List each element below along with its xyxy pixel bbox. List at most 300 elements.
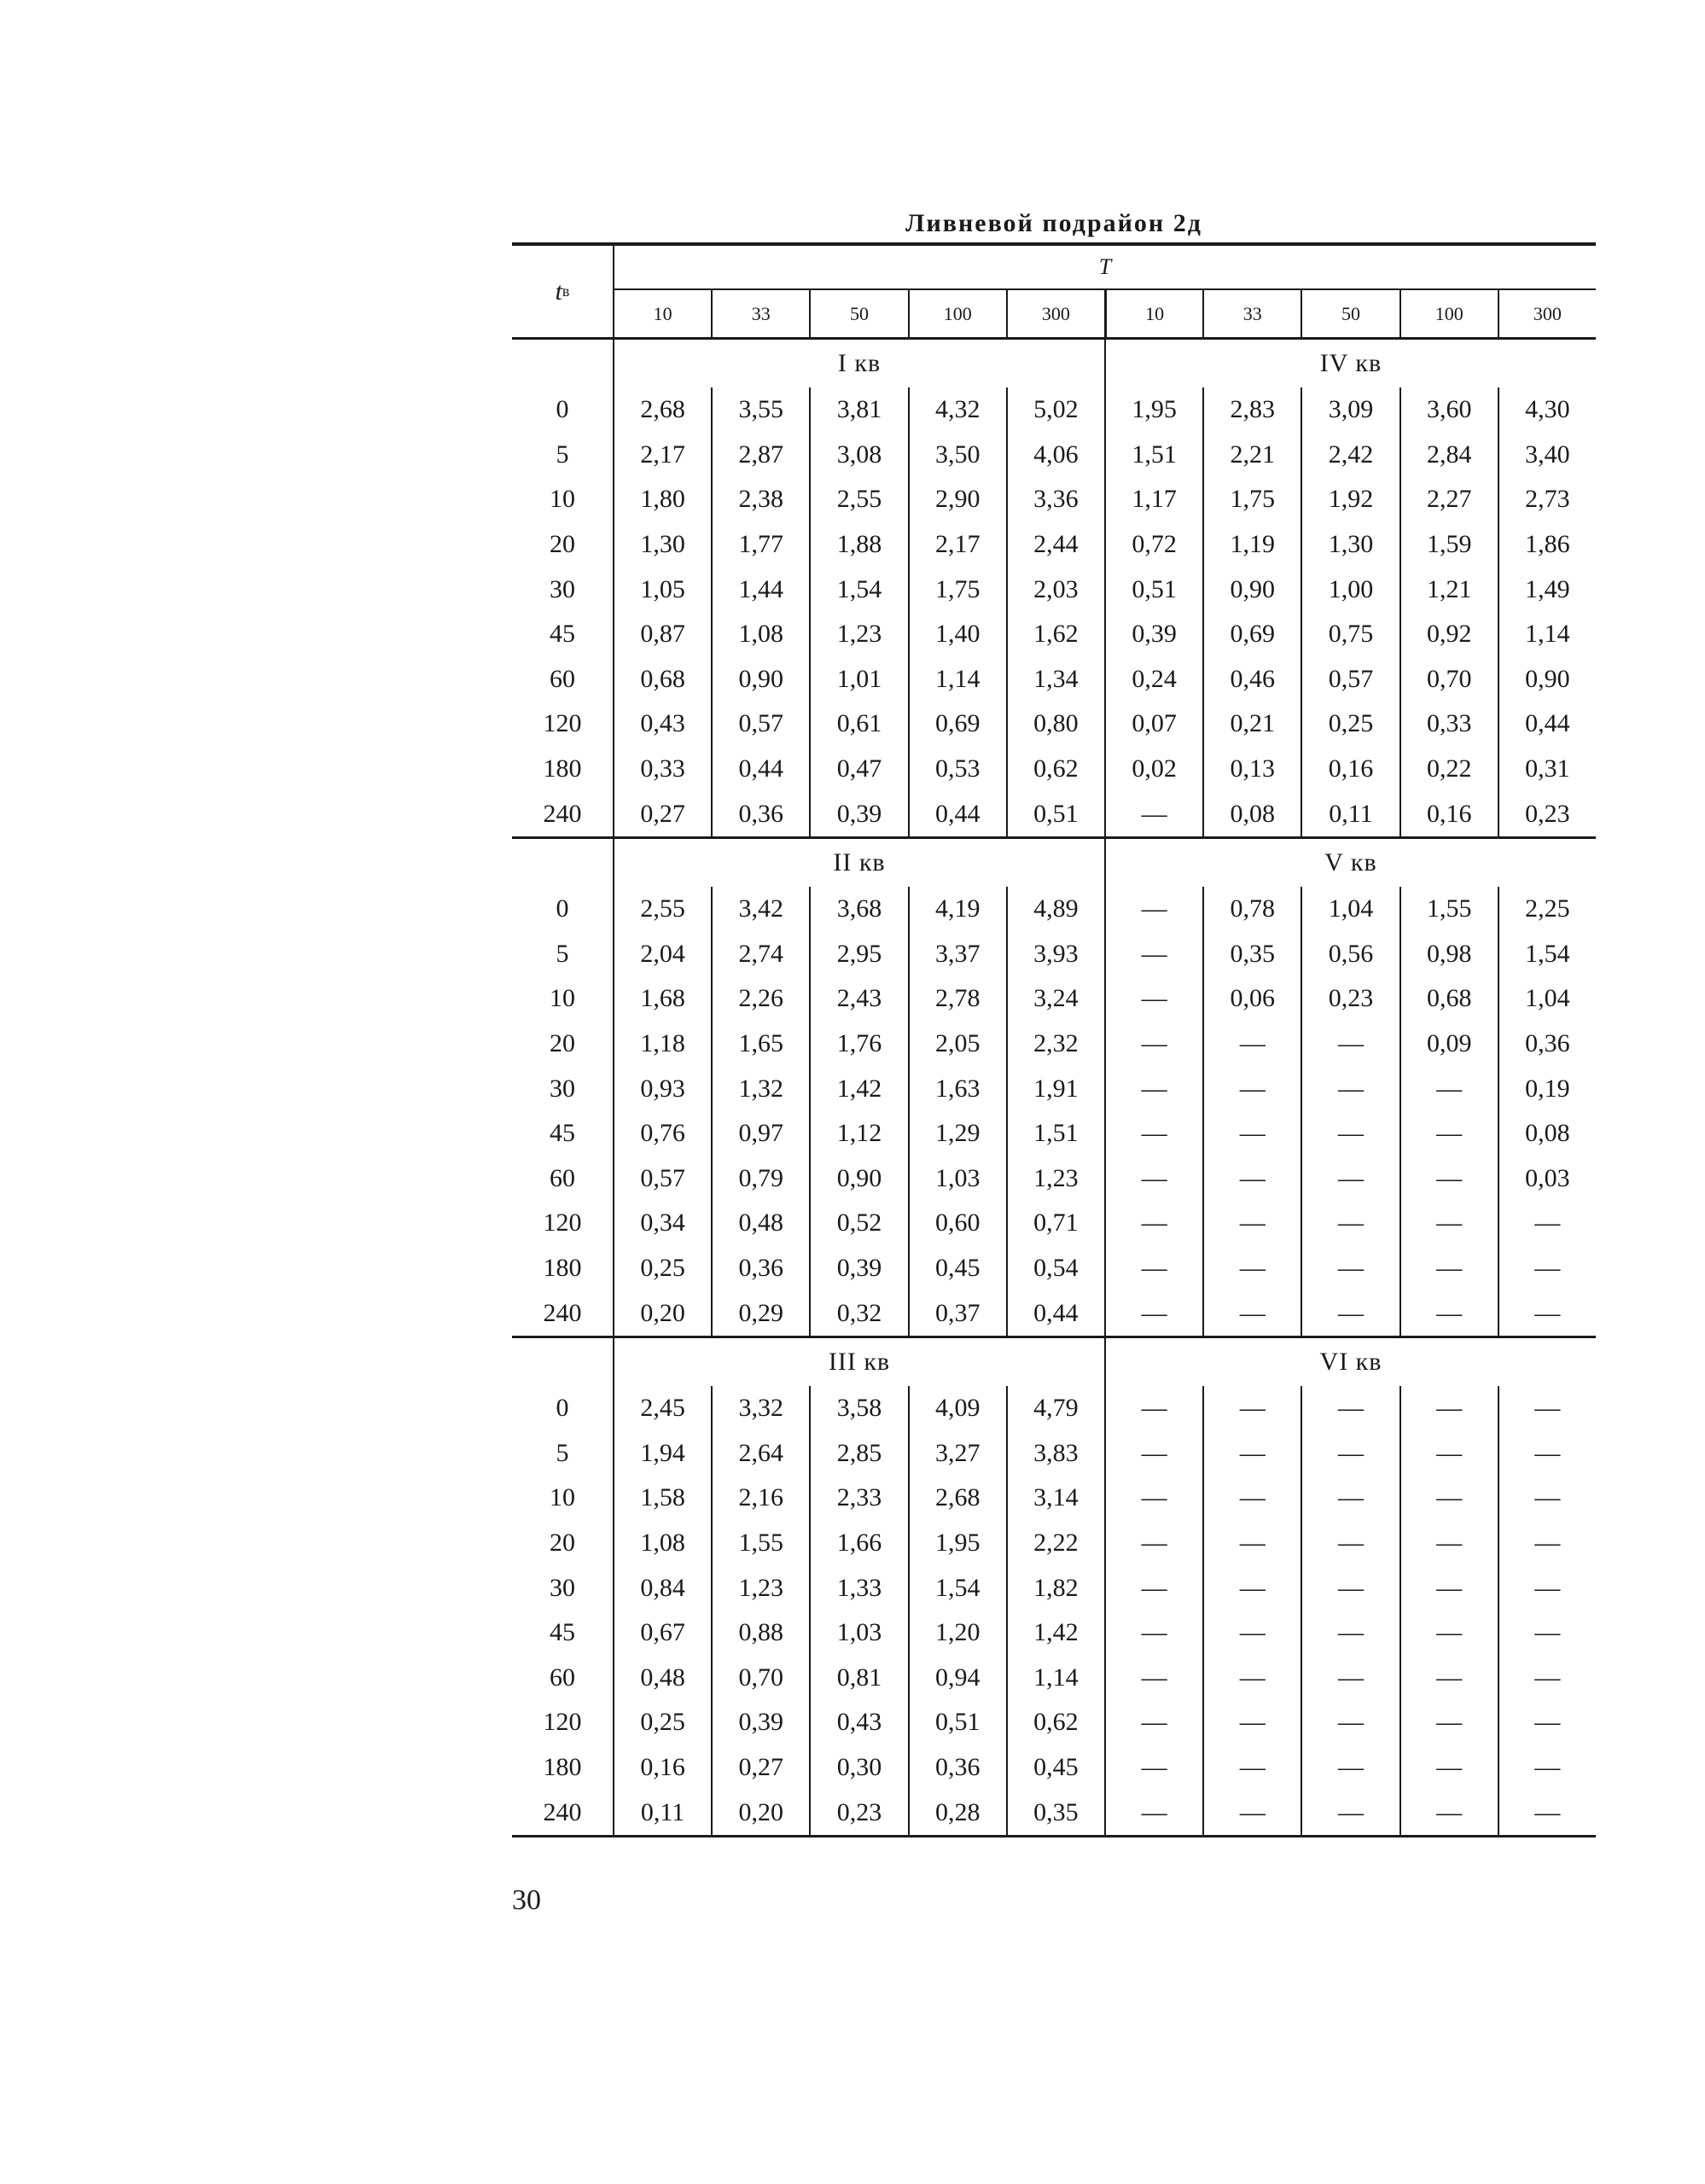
table-cell: — [1301, 1386, 1399, 1431]
table-cell: 0,08 [1498, 1111, 1596, 1156]
table-cell: — [1498, 1386, 1596, 1431]
table-cell: 1,59 [1399, 522, 1498, 568]
table-cell: 0,62 [1006, 1700, 1104, 1745]
row-duration: 10 [550, 485, 575, 514]
row-duration: 10 [550, 1483, 575, 1512]
table-cell: 3,08 [809, 433, 907, 478]
table-cell: — [1399, 1386, 1498, 1431]
table-cell: 1,65 [711, 1022, 809, 1067]
table-cell: — [1498, 1790, 1596, 1835]
row-duration: 45 [550, 620, 575, 649]
table-cell: — [1202, 1430, 1301, 1476]
table-cell: 1,82 [1006, 1565, 1104, 1610]
table-cell: 2,42 [1301, 433, 1399, 478]
table-cell: 0,90 [1498, 657, 1596, 702]
table-cell: 1,30 [1301, 522, 1399, 568]
table-cell: — [1498, 1246, 1596, 1291]
table-cell: 0,44 [1006, 1290, 1104, 1336]
table-cell: 0,69 [1202, 612, 1301, 657]
table-cell: 2,22 [1006, 1521, 1104, 1566]
table-cell: 2,64 [711, 1430, 809, 1476]
table-cell: — [1301, 1610, 1399, 1656]
table-cell: 2,87 [711, 433, 809, 478]
table-cell: 0,24 [1104, 657, 1202, 702]
table-cell: 3,42 [711, 887, 809, 932]
table-cell: — [1301, 1521, 1399, 1566]
table-cell: 1,29 [908, 1111, 1006, 1156]
table-cell: 1,30 [613, 522, 711, 568]
table-cell: 1,55 [1399, 887, 1498, 932]
table-cell: 1,76 [809, 1022, 907, 1067]
table-cell: 1,34 [1006, 657, 1104, 702]
row-duration: 60 [550, 664, 575, 693]
header-period: 100 [908, 290, 1006, 340]
table-cell: 0,87 [613, 612, 711, 657]
table-cell: 0,23 [809, 1790, 907, 1835]
table-cell: 1,20 [908, 1610, 1006, 1656]
table-cell: 3,27 [908, 1430, 1006, 1476]
table-cell: 1,03 [908, 1156, 1006, 1202]
table-cell: — [1399, 1790, 1498, 1835]
table-cell: 0,31 [1498, 747, 1596, 792]
table-cell: — [1399, 1246, 1498, 1291]
table-cell: — [1399, 1745, 1498, 1791]
table-sheet [512, 205, 1596, 1837]
table-cell: 0,79 [711, 1156, 809, 1202]
table-cell: 2,43 [809, 976, 907, 1022]
table-cell: 0,36 [711, 1246, 809, 1291]
table-cell: 0,90 [1202, 567, 1301, 612]
table-cell: — [1301, 1290, 1399, 1336]
table-cell: 1,63 [908, 1066, 1006, 1111]
row-duration: 30 [550, 574, 575, 603]
table-cell: 0,51 [1104, 567, 1202, 612]
table-cell: 1,58 [613, 1476, 711, 1521]
row-duration: 0 [556, 1394, 569, 1423]
table-cell: 1,08 [613, 1521, 711, 1566]
table-cell: 0,03 [1498, 1156, 1596, 1202]
header-T: T [613, 246, 1596, 290]
table-cell: 0,51 [1006, 791, 1104, 836]
table-cell: 0,62 [1006, 747, 1104, 792]
table-cell: 0,44 [908, 791, 1006, 836]
table-cell: — [1498, 1521, 1596, 1566]
table-cell: 3,40 [1498, 433, 1596, 478]
table-cell: — [1301, 1655, 1399, 1700]
row-duration: 60 [550, 1163, 575, 1192]
table-cell: 0,25 [613, 1700, 711, 1745]
table-cell: — [1301, 1700, 1399, 1745]
row-duration: 60 [550, 1663, 575, 1692]
table-cell: 2,05 [908, 1022, 1006, 1067]
table-cell: — [1104, 932, 1202, 977]
table-cell: 0,81 [809, 1655, 907, 1700]
table-cell: — [1202, 1156, 1301, 1202]
table-cell: — [1202, 1610, 1301, 1656]
table-cell: 0,11 [1301, 791, 1399, 836]
table-cell: — [1104, 1066, 1202, 1111]
table-cell: — [1301, 1476, 1399, 1521]
table-cell: 2,90 [908, 477, 1006, 522]
table-cell: 0,94 [908, 1655, 1006, 1700]
row-duration: 45 [550, 1618, 575, 1647]
table-cell: 1,51 [1006, 1111, 1104, 1156]
quarter-label-spacer [512, 340, 613, 387]
table-cell: 0,70 [1399, 657, 1498, 702]
table-cell: 1,62 [1006, 612, 1104, 657]
table-cell: 3,60 [1399, 387, 1498, 433]
table-cell: — [1202, 1790, 1301, 1835]
table-cell: 1,75 [908, 567, 1006, 612]
table-cell: 0,37 [908, 1290, 1006, 1336]
table-cell: 3,14 [1006, 1476, 1104, 1521]
table-cell: 1,19 [1202, 522, 1301, 568]
table-cell: 2,17 [613, 433, 711, 478]
table-cell: 0,45 [1006, 1745, 1104, 1791]
table-cell: 0,13 [1202, 747, 1301, 792]
table-cell: 0,57 [1301, 657, 1399, 702]
table-cell: 2,83 [1202, 387, 1301, 433]
table-cell: 0,30 [809, 1745, 907, 1791]
row-duration: 30 [550, 1573, 575, 1602]
table-cell: — [1104, 1430, 1202, 1476]
table-cell: 1,94 [613, 1430, 711, 1476]
table-cell: 1,04 [1301, 887, 1399, 932]
table-cell: 0,54 [1006, 1246, 1104, 1291]
table-cell: — [1498, 1290, 1596, 1336]
table-cell: 0,43 [613, 702, 711, 747]
table-cell: 0,27 [711, 1745, 809, 1791]
table-cell: — [1301, 1246, 1399, 1291]
table-cell: — [1104, 1655, 1202, 1700]
header-period: 10 [1104, 290, 1202, 340]
table-cell: — [1104, 887, 1202, 932]
table-cell: 2,27 [1399, 477, 1498, 522]
table-cell: 1,68 [613, 976, 711, 1022]
table-cell: 0,36 [711, 791, 809, 836]
table-cell: — [1104, 1022, 1202, 1067]
table-cell: 1,80 [613, 477, 711, 522]
table-cell: 1,77 [711, 522, 809, 568]
table-cell: 0,21 [1202, 702, 1301, 747]
table-cell: — [1202, 1565, 1301, 1610]
table-cell: 4,19 [908, 887, 1006, 932]
table-cell: 0,53 [908, 747, 1006, 792]
table-cell: 1,21 [1399, 567, 1498, 612]
table-cell: 0,68 [613, 657, 711, 702]
table-cell: 1,08 [711, 612, 809, 657]
table-cell: 3,09 [1301, 387, 1399, 433]
table-cell: 0,92 [1399, 612, 1498, 657]
header-period: 300 [1498, 290, 1596, 340]
table-cell: 2,85 [809, 1430, 907, 1476]
table-cell: 3,32 [711, 1386, 809, 1431]
table-cell: 1,95 [1104, 387, 1202, 433]
table-cell: 0,84 [613, 1565, 711, 1610]
table-cell: — [1202, 1290, 1301, 1336]
table-cell: 3,81 [809, 387, 907, 433]
table-cell: 1,17 [1104, 477, 1202, 522]
table-cell: — [1498, 1745, 1596, 1791]
table-cell: — [1202, 1521, 1301, 1566]
table-cell: 1,00 [1301, 567, 1399, 612]
quarter-label-right: VI кв [1104, 1338, 1596, 1386]
table-cell: 0,32 [809, 1290, 907, 1336]
table-cell: 2,33 [809, 1476, 907, 1521]
table-cell: 3,50 [908, 433, 1006, 478]
table-cell: 1,23 [1006, 1156, 1104, 1202]
table-cell: 2,21 [1202, 433, 1301, 478]
table-cell: 1,92 [1301, 477, 1399, 522]
table-cell: 2,03 [1006, 567, 1104, 612]
header-period: 10 [613, 290, 711, 340]
table-cell: 4,30 [1498, 387, 1596, 433]
table-cell: — [1399, 1700, 1498, 1745]
table-cell: 0,52 [809, 1201, 907, 1246]
table-cell: 0,39 [711, 1700, 809, 1745]
table-cell: 2,04 [613, 932, 711, 977]
table-cell: — [1301, 1111, 1399, 1156]
table-cell: — [1202, 1700, 1301, 1745]
table-cell: 0,33 [1399, 702, 1498, 747]
row-duration: 5 [556, 939, 569, 968]
table-cell: 3,55 [711, 387, 809, 433]
table-cell: 0,44 [1498, 702, 1596, 747]
row-duration: 10 [550, 984, 575, 1013]
row-duration: 120 [543, 709, 582, 738]
table-cell: 3,37 [908, 932, 1006, 977]
table-cell: 2,25 [1498, 887, 1596, 932]
table-cell: 0,51 [908, 1700, 1006, 1745]
table-cell: 0,39 [809, 1246, 907, 1291]
table-cell: — [1301, 1022, 1399, 1067]
table-cell: 1,86 [1498, 522, 1596, 568]
row-duration: 120 [543, 1708, 582, 1737]
quarter-label-left: II кв [613, 839, 1104, 887]
table-cell: 0,20 [613, 1290, 711, 1336]
table-title: Ливневой подрайон 2д [905, 209, 1202, 237]
row-duration: 180 [543, 1253, 582, 1282]
table-cell: 2,68 [613, 387, 711, 433]
row-duration: 20 [550, 1029, 575, 1058]
table-cell: 0,34 [613, 1201, 711, 1246]
table-cell: — [1399, 1201, 1498, 1246]
table-cell: 0,90 [711, 657, 809, 702]
table-cell: 2,32 [1006, 1022, 1104, 1067]
table-cell: 0,90 [809, 1156, 907, 1202]
table-cell: — [1498, 1700, 1596, 1745]
header-period: 300 [1006, 290, 1104, 340]
table-cell: 3,36 [1006, 477, 1104, 522]
table-cell: — [1104, 1111, 1202, 1156]
table-cell: 0,57 [613, 1156, 711, 1202]
table-cell: 0,35 [1202, 932, 1301, 977]
table-cell: 1,66 [809, 1521, 907, 1566]
table-cell: 2,78 [908, 976, 1006, 1022]
table-cell: 4,09 [908, 1386, 1006, 1431]
table-cell: 2,45 [613, 1386, 711, 1431]
header-tv-main: t [555, 277, 562, 306]
table-cell: — [1399, 1655, 1498, 1700]
table-cell: 0,11 [613, 1790, 711, 1835]
table-cell: — [1104, 1476, 1202, 1521]
table-cell: 0,44 [711, 747, 809, 792]
data-table [512, 242, 1596, 1837]
table-cell: 2,55 [809, 477, 907, 522]
table-cell: — [1202, 1476, 1301, 1521]
header-tv-sub: в [562, 282, 570, 300]
table-cell: 0,08 [1202, 791, 1301, 836]
quarter-label-left: I кв [613, 340, 1104, 387]
table-cell: — [1301, 1565, 1399, 1610]
quarter-label-right: V кв [1104, 839, 1596, 887]
table-cell: 0,67 [613, 1610, 711, 1656]
table-cell: 4,32 [908, 387, 1006, 433]
table-cell: 0,16 [1399, 791, 1498, 836]
table-cell: 3,24 [1006, 976, 1104, 1022]
table-cell: 0,19 [1498, 1066, 1596, 1111]
table-cell: 0,61 [809, 702, 907, 747]
table-cell: — [1399, 1290, 1498, 1336]
row-duration: 180 [543, 1752, 582, 1781]
table-cell: 1,40 [908, 612, 1006, 657]
table-cell: 0,35 [1006, 1790, 1104, 1835]
table-cell: 0,75 [1301, 612, 1399, 657]
table-cell: 0,71 [1006, 1201, 1104, 1246]
table-cell: 1,23 [809, 612, 907, 657]
table-cell: 0,68 [1399, 976, 1498, 1022]
table-cell: — [1399, 1476, 1498, 1521]
table-cell: 2,55 [613, 887, 711, 932]
table-cell: — [1301, 1156, 1399, 1202]
page-number: 30 [512, 1884, 541, 1916]
table-cell: 0,22 [1399, 747, 1498, 792]
table-cell: 0,25 [613, 1246, 711, 1291]
table-cell: 0,36 [1498, 1022, 1596, 1067]
table-cell: 1,04 [1498, 976, 1596, 1022]
table-cell: 0,57 [711, 702, 809, 747]
table-cell: 0,09 [1399, 1022, 1498, 1067]
table-cell: — [1498, 1565, 1596, 1610]
table-cell: 1,14 [1006, 1655, 1104, 1700]
quarter-label-left: III кв [613, 1338, 1104, 1386]
table-cell: — [1301, 1430, 1399, 1476]
table-cell: 0,69 [908, 702, 1006, 747]
table-cell: 1,18 [613, 1022, 711, 1067]
table-cell: 4,06 [1006, 433, 1104, 478]
table-cell: 1,54 [809, 567, 907, 612]
table-cell: 0,48 [711, 1201, 809, 1246]
row-duration: 240 [543, 1797, 582, 1826]
table-cell: 1,05 [613, 567, 711, 612]
table-cell: — [1202, 1246, 1301, 1291]
table-cell: 2,95 [809, 932, 907, 977]
table-cell: 1,33 [809, 1565, 907, 1610]
table-cell: 1,51 [1104, 433, 1202, 478]
table-cell: 0,70 [711, 1655, 809, 1700]
row-duration: 20 [550, 1528, 575, 1557]
table-cell: 2,68 [908, 1476, 1006, 1521]
table-cell: — [1104, 1386, 1202, 1431]
table-cell: 0,97 [711, 1111, 809, 1156]
table-cell: 2,84 [1399, 433, 1498, 478]
row-duration: 180 [543, 754, 582, 783]
table-cell: 0,23 [1498, 791, 1596, 836]
table-cell: — [1104, 1246, 1202, 1291]
table-cell: — [1399, 1156, 1498, 1202]
table-cell: — [1104, 1201, 1202, 1246]
header-period: 50 [1301, 290, 1399, 340]
table-cell: — [1202, 1066, 1301, 1111]
table-cell: — [1301, 1745, 1399, 1791]
row-duration: 240 [543, 1298, 582, 1327]
table-cell: 1,54 [908, 1565, 1006, 1610]
table-cell: 1,23 [711, 1565, 809, 1610]
table-cell: — [1498, 1201, 1596, 1246]
table-cell: 4,79 [1006, 1386, 1104, 1431]
table-cell: 0,72 [1104, 522, 1202, 568]
header-period: 33 [711, 290, 809, 340]
table-cell: — [1104, 1790, 1202, 1835]
table-cell: 3,93 [1006, 932, 1104, 977]
table-cell: — [1104, 791, 1202, 836]
table-cell: — [1104, 1745, 1202, 1791]
table-cell: 0,28 [908, 1790, 1006, 1835]
row-duration: 5 [556, 440, 569, 469]
table-cell: — [1399, 1565, 1498, 1610]
table-cell: 2,38 [711, 477, 809, 522]
table-cell: 0,60 [908, 1201, 1006, 1246]
table-cell: — [1301, 1066, 1399, 1111]
table-cell: 0,16 [1301, 747, 1399, 792]
table-cell: 1,32 [711, 1066, 809, 1111]
table-cell: — [1498, 1476, 1596, 1521]
table-cell: 1,12 [809, 1111, 907, 1156]
row-duration: 30 [550, 1074, 575, 1103]
row-duration: 5 [556, 1438, 569, 1467]
table-cell: 0,88 [711, 1610, 809, 1656]
row-duration: 20 [550, 530, 575, 559]
table-cell: — [1104, 1521, 1202, 1566]
table-cell: — [1399, 1430, 1498, 1476]
table-cell: — [1104, 1565, 1202, 1610]
table-cell: — [1202, 1111, 1301, 1156]
table-cell: — [1104, 1290, 1202, 1336]
table-cell: — [1104, 1610, 1202, 1656]
table-cell: 1,75 [1202, 477, 1301, 522]
quarter-label-right: IV кв [1104, 340, 1596, 387]
table-cell: 1,91 [1006, 1066, 1104, 1111]
row-duration: 240 [543, 799, 582, 828]
table-cell: 2,16 [711, 1476, 809, 1521]
table-cell: 3,83 [1006, 1430, 1104, 1476]
table-cell: 3,58 [809, 1386, 907, 1431]
table-cell: — [1202, 1022, 1301, 1067]
table-cell: 1,55 [711, 1521, 809, 1566]
table-cell: 2,73 [1498, 477, 1596, 522]
row-duration: 0 [556, 395, 569, 424]
table-cell: 2,17 [908, 522, 1006, 568]
table-cell: 0,29 [711, 1290, 809, 1336]
table-cell: 0,80 [1006, 702, 1104, 747]
table-cell: 0,07 [1104, 702, 1202, 747]
table-cell: — [1202, 1386, 1301, 1431]
table-cell: — [1104, 1700, 1202, 1745]
table-cell: 0,76 [613, 1111, 711, 1156]
table-cell: — [1301, 1201, 1399, 1246]
table-cell: 0,36 [908, 1745, 1006, 1791]
table-cell: 0,98 [1399, 932, 1498, 977]
